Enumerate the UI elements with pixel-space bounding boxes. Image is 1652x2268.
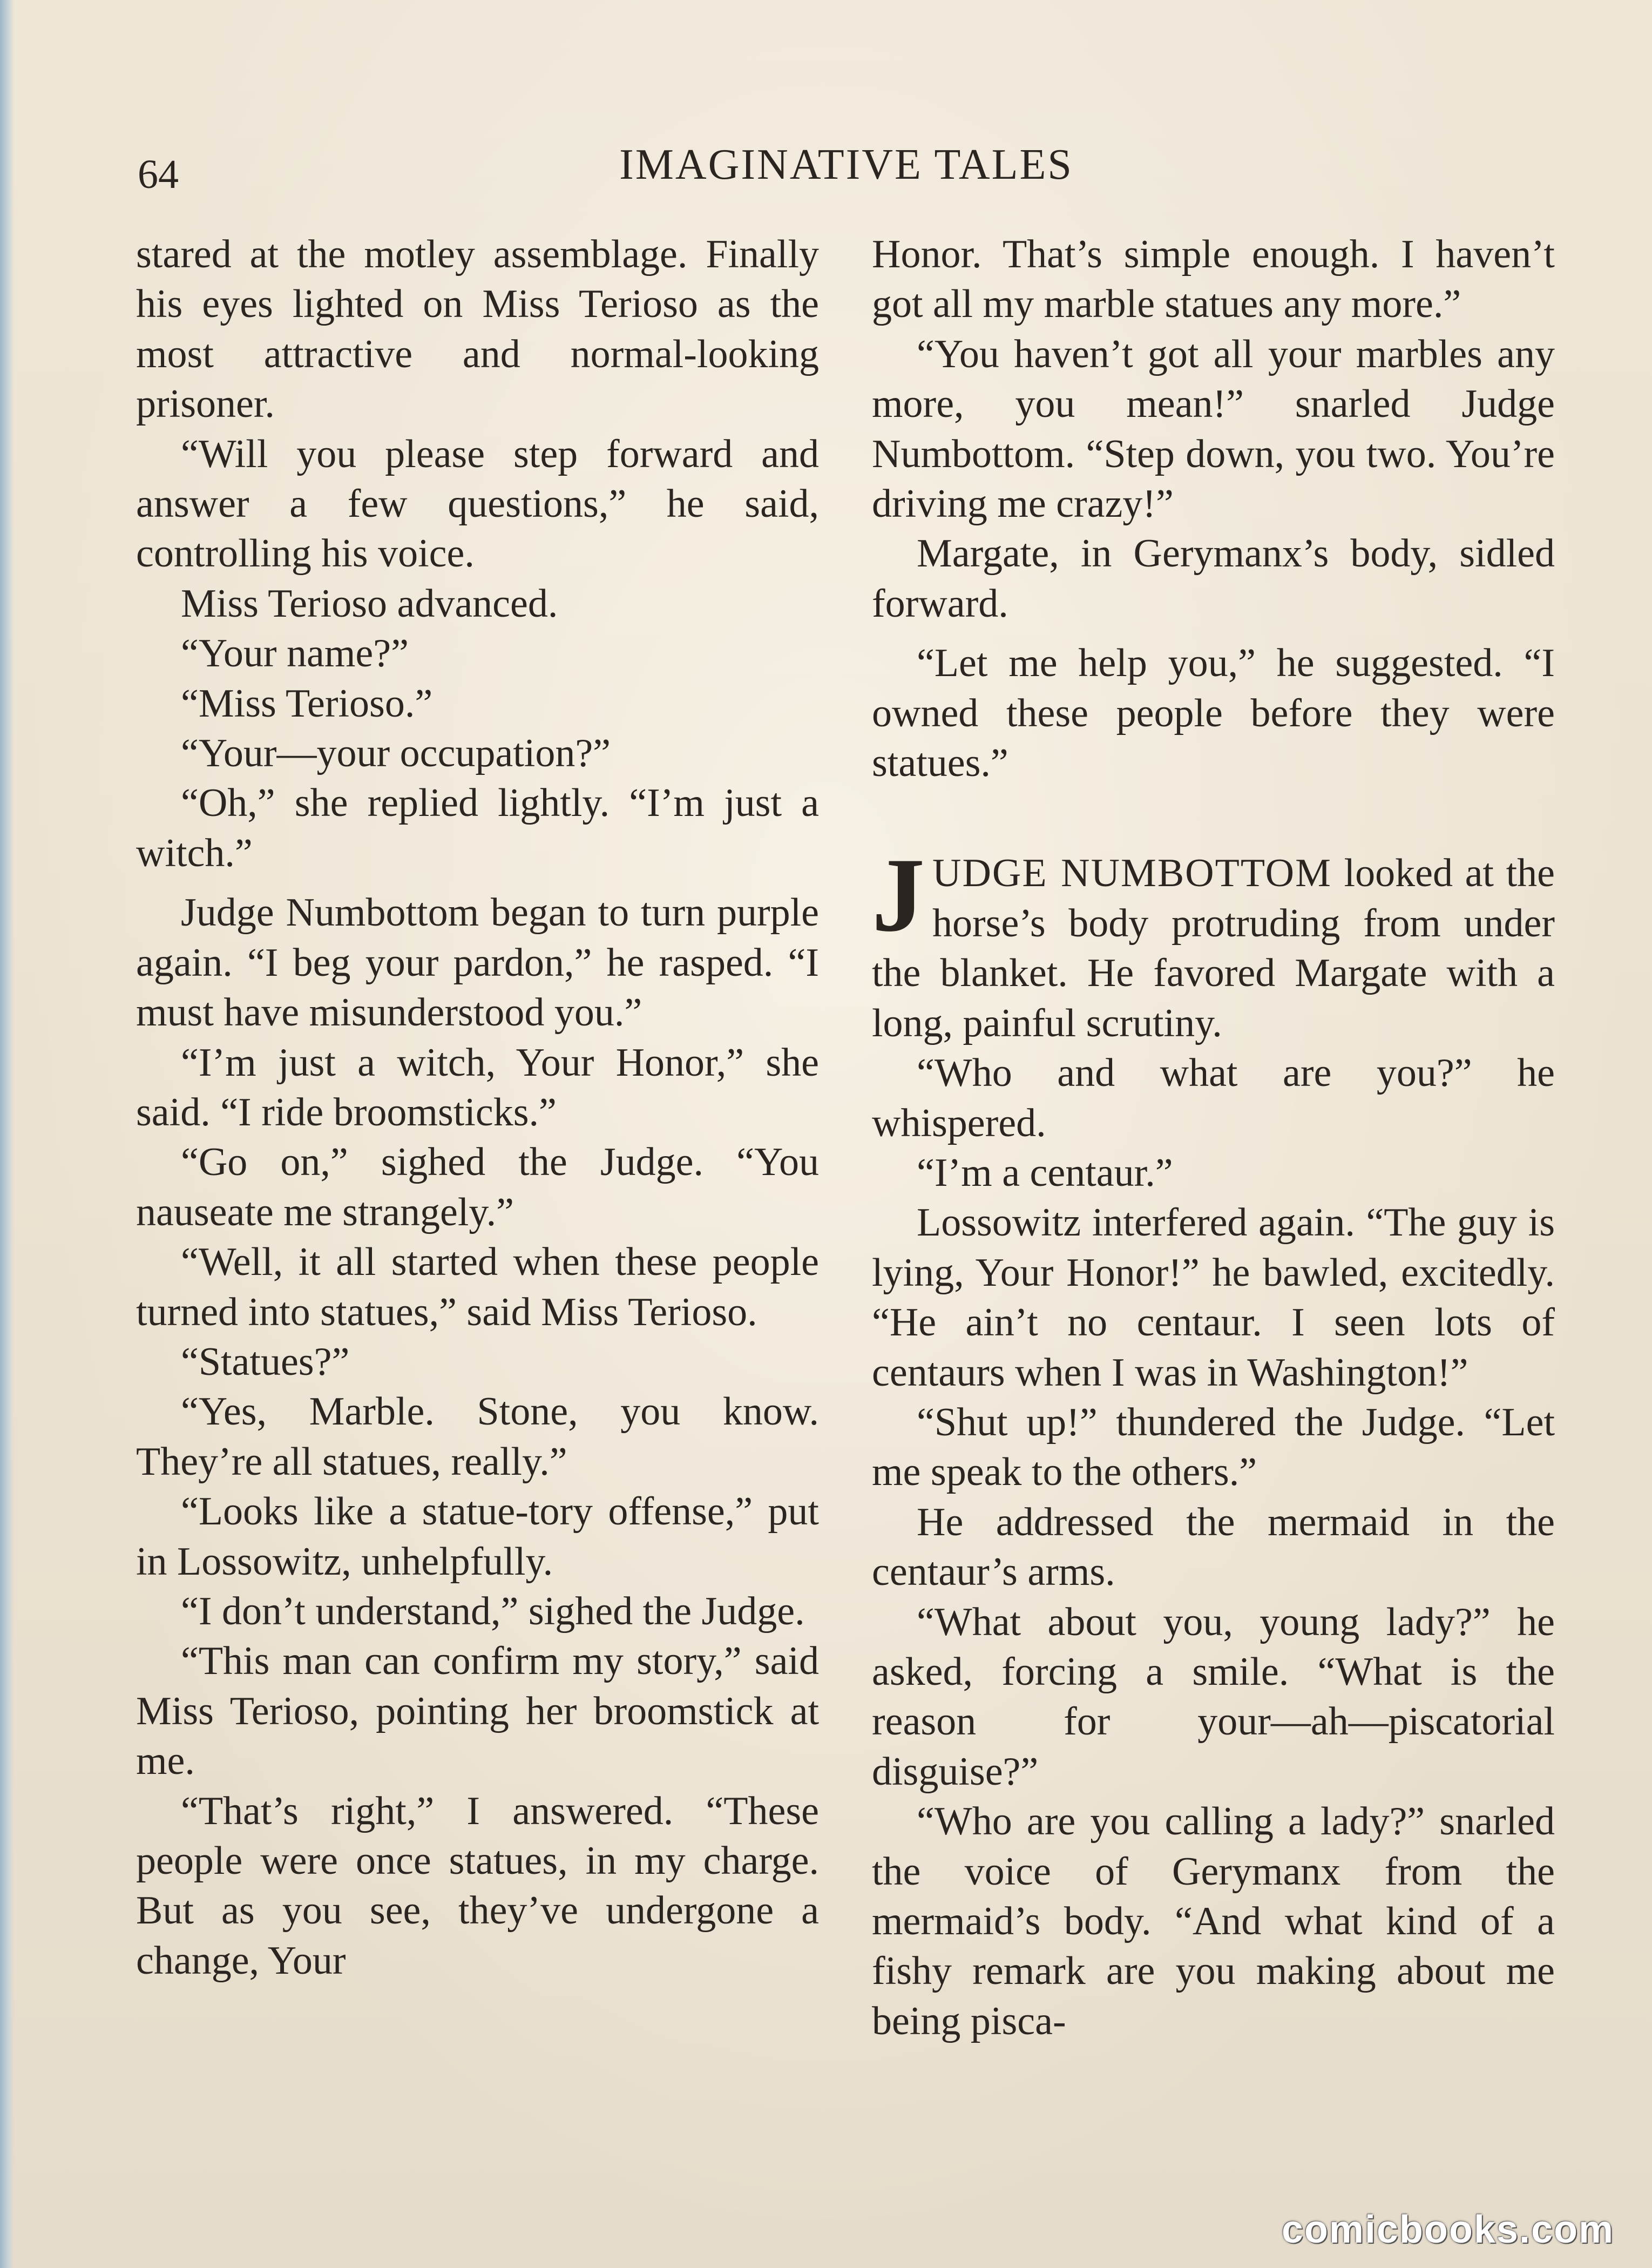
right-column-before-break [872, 230, 1555, 788]
section-start-text: looked at the horse’s body protruding from under the blanket. He favored Margate with a long, painful scrutiny. [872, 851, 1555, 1045]
paragraph: “Will you please step forward and answer a few questions,” he said, controlling his voice. [136, 431, 819, 576]
paragraph: “Yes, Marble. Stone, you know. They’re all statues, really.” [136, 1389, 819, 1484]
paragraph: “What about you, young lady?” he asked, forcing a smile. “What is the reason for your—ah—piscatorial disguise?” [872, 1599, 1555, 1794]
watermark: comicbooks.com [1281, 2208, 1614, 2251]
paragraph: Honor. That’s simple enough. I haven’t got all my marble statues any more.” [872, 232, 1555, 327]
drop-cap: J [872, 836, 925, 954]
paragraph: “Well, it all started when these people turned into statues,” said Miss Terioso. [136, 1240, 819, 1334]
paragraph: “Let me help you,” he suggested. “I owned these people before they were statues.” [872, 641, 1555, 786]
paragraph: “That’s right,” I answered. “These people were once statues, in my charge. But as you see, they’ve undergone a change, Your [136, 1788, 819, 1983]
paragraph: “Shut up!” thundered the Judge. “Let me speak to the others.” [872, 1400, 1555, 1495]
page-edge-shadow [0, 0, 14, 2268]
paragraph: “Your—your occupation?” [181, 731, 611, 776]
paragraph: “You haven’t got all your marbles any more, you mean!” snarled Judge Numbottom. “Step down, you two. You’re driving me crazy!” [872, 332, 1555, 526]
paragraph: “I’m just a witch, Your Honor,” she said. “I ride broomsticks.” [136, 1040, 819, 1135]
paragraph: Lossowitz interfered again. “The guy is lying, Your Honor!” he bawled, excitedly. “He ain’t no centaur. I seen lots of centaurs when I was in Washington!” [872, 1200, 1555, 1395]
right-column-after-break [872, 1048, 1555, 2046]
paragraph: Margate, in Gerymanx’s body, sidled forward. [872, 531, 1555, 626]
section-start-paragraph [872, 836, 1555, 1048]
paragraph: Judge Numbottom began to turn purple again. “I beg your pardon,” he rasped. “I must have misunderstood you.” [136, 890, 819, 1035]
paragraph: “This man can confirm my story,” said Miss Terioso, pointing her broomstick at me. [136, 1639, 819, 1784]
paragraph: He addressed the mermaid in the centaur’s arms. [872, 1500, 1555, 1595]
paragraph: “Oh,” she replied lightly. “I’m just a witch.” [136, 781, 819, 875]
right-text-column [872, 230, 1555, 2046]
page-number: 64 [138, 152, 179, 197]
paragraph: stared at the motley assemblage. Finally his eyes lighted on Miss Terioso as the most attractive and normal-looking prisoner. [136, 232, 819, 427]
paragraph: Miss Terioso advanced. [181, 581, 558, 626]
paragraph: “Looks like a statue-tory offense,” put in Lossowitz, unhelpfully. [136, 1489, 819, 1584]
paragraph: “I don’t understand,” sighed the Judge. [181, 1589, 805, 1634]
paragraph: “I’m a centaur.” [917, 1150, 1173, 1195]
running-title: IMAGINATIVE TALES [619, 141, 1073, 188]
paragraph: “Who are you calling a lady?” snarled the voice of Gerymanx from the mermaid’s body. “And what kind of a fishy remark are you making about me being pisca- [872, 1799, 1555, 2043]
paragraph: “Miss Terioso.” [181, 681, 433, 726]
page-header [138, 140, 1555, 200]
left-text-column [136, 230, 819, 1986]
paragraph: “Your name?” [181, 631, 409, 676]
section-lead-words: UDGE NUMBOTTOM [932, 851, 1332, 896]
paragraph: “Go on,” sighed the Judge. “You nauseate me strangely.” [136, 1140, 819, 1234]
paragraph: “Who and what are you?” he whispered. [872, 1051, 1555, 1145]
paragraph: “Statues?” [181, 1339, 350, 1384]
